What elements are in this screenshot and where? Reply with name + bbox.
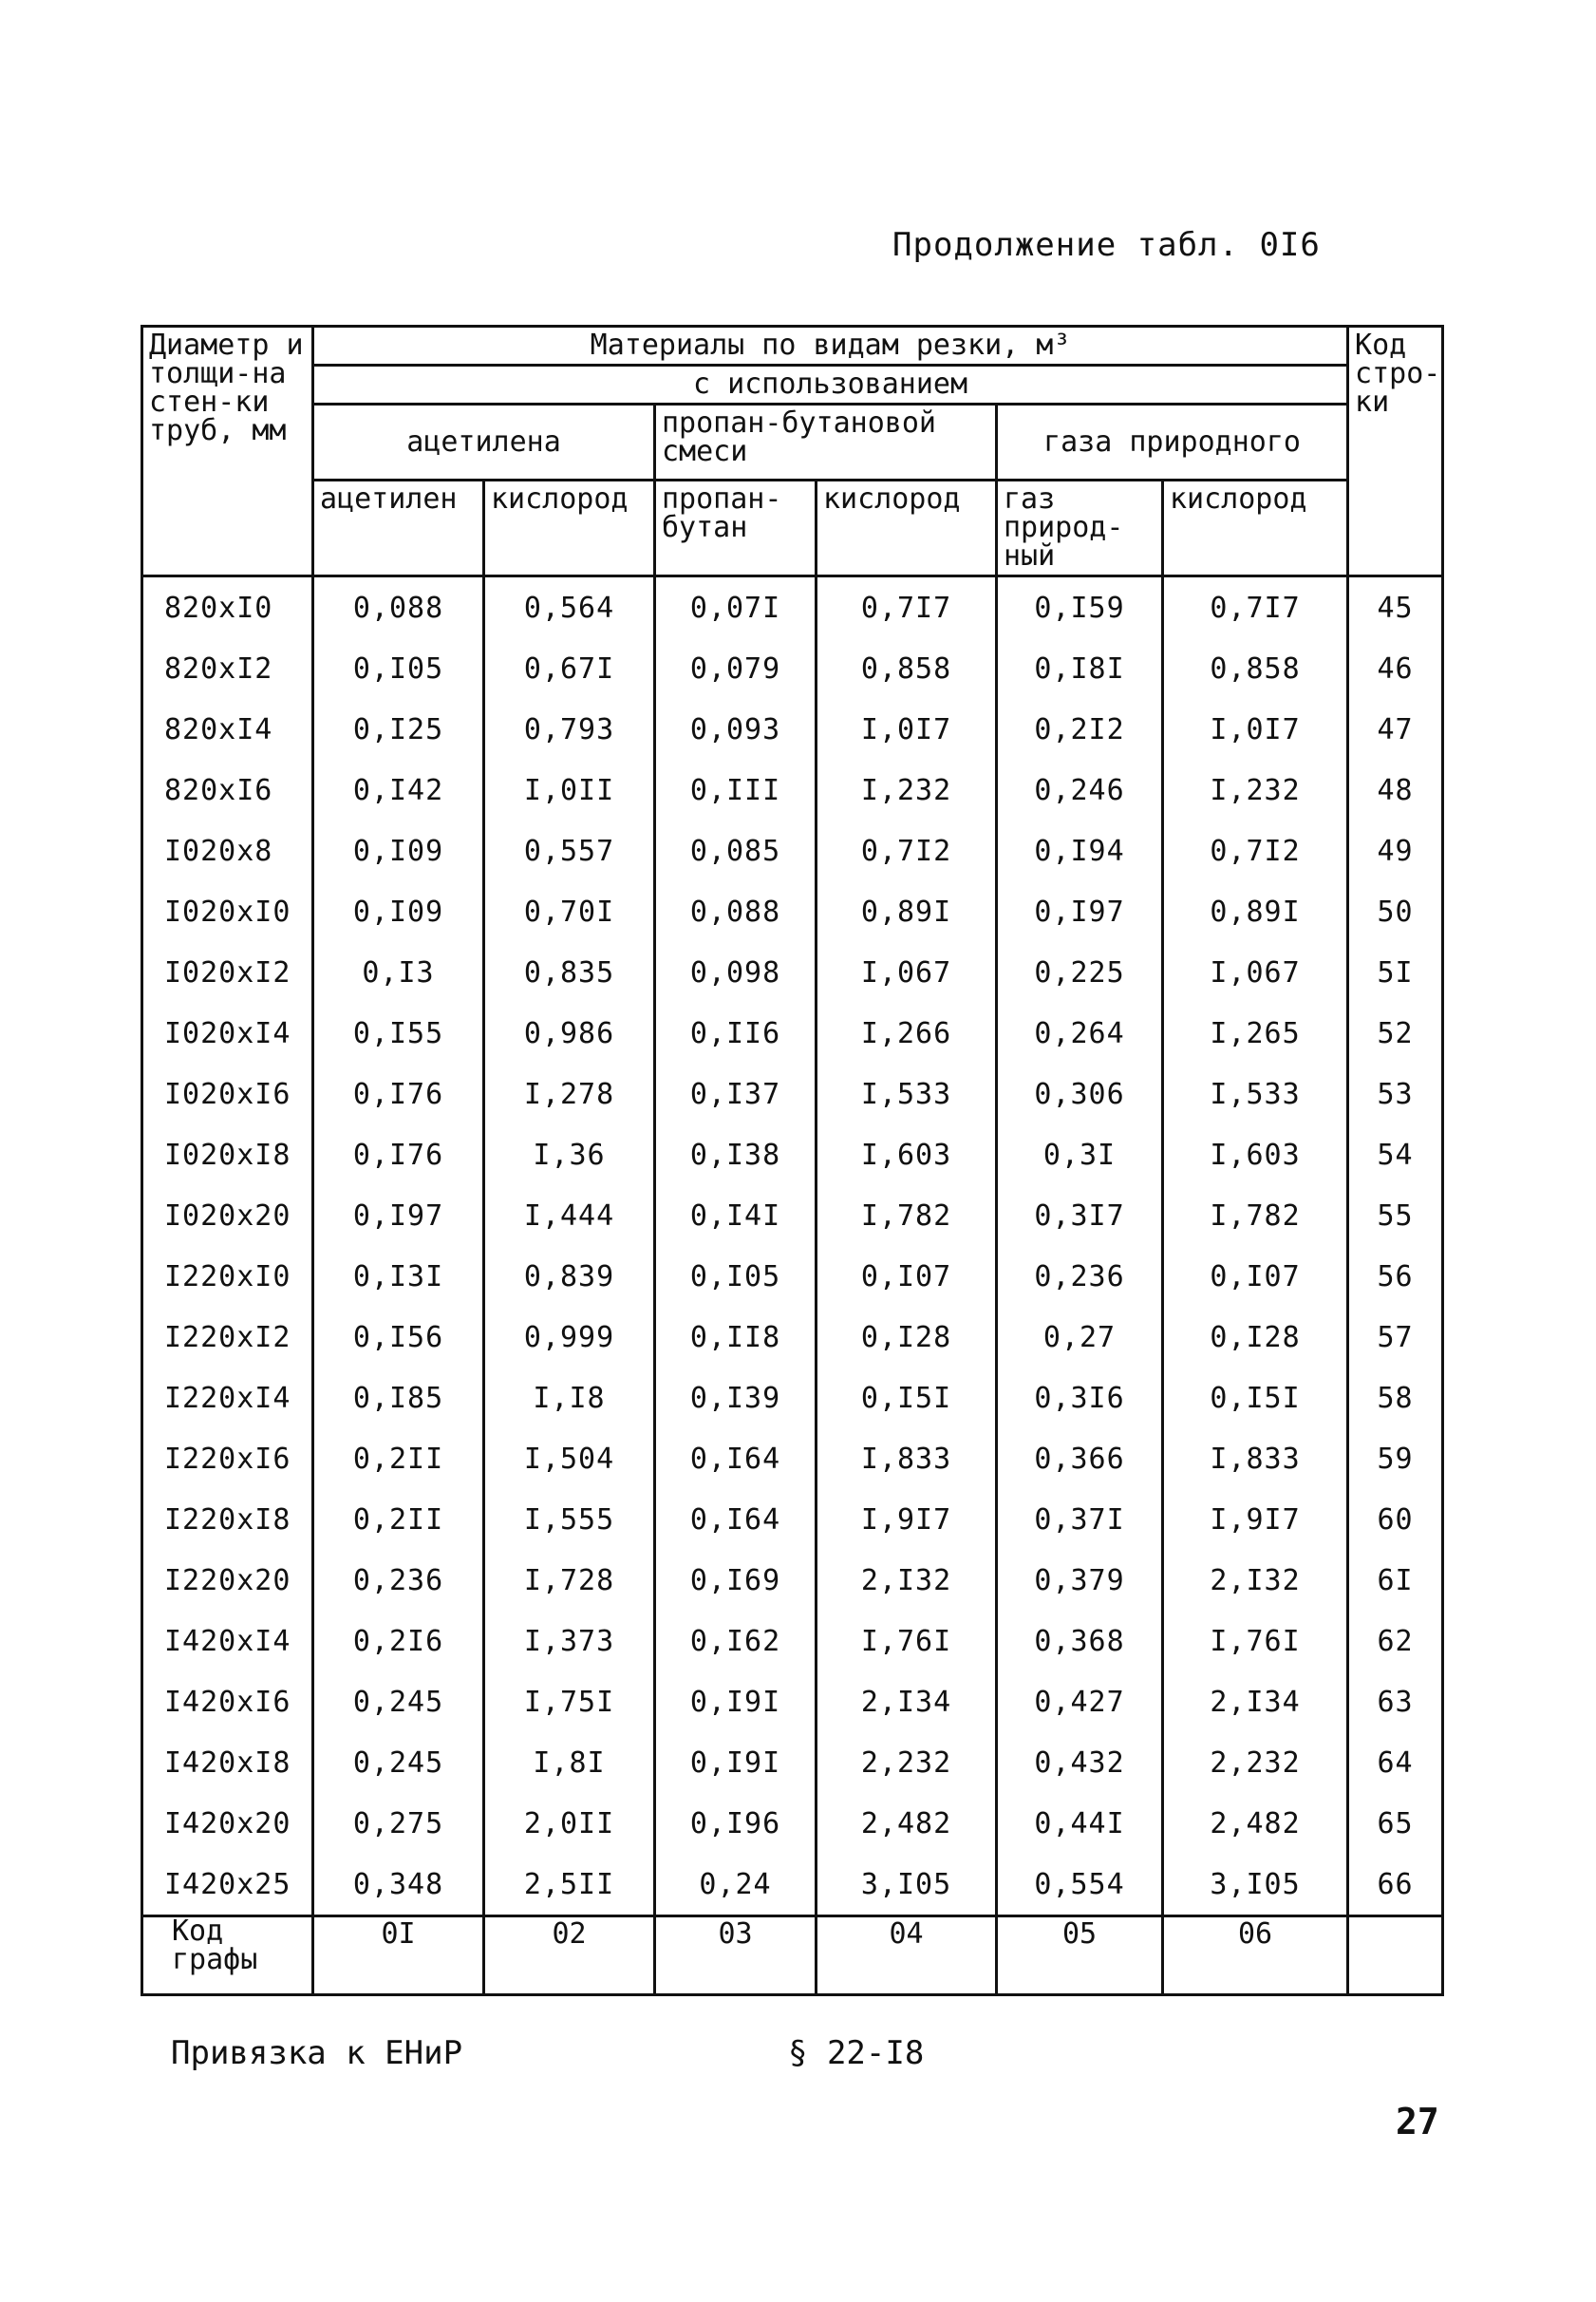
row-code-cell: 47 <box>1348 699 1443 760</box>
value-cell: 0,I09 <box>313 881 484 942</box>
table-row <box>142 699 1443 760</box>
row-code-cell: 52 <box>1348 1003 1443 1064</box>
value-cell: 0,275 <box>313 1793 484 1854</box>
value-cell: 0,I07 <box>817 1246 997 1307</box>
value-cell: 0,432 <box>997 1732 1163 1793</box>
value-cell: 0,245 <box>313 1732 484 1793</box>
value-cell: 0,I5I <box>817 1368 997 1428</box>
value-cell: 3,I05 <box>1163 1854 1348 1916</box>
value-cell: 0,III <box>655 760 817 821</box>
table-row <box>142 1368 1443 1428</box>
value-cell: 0,I39 <box>655 1368 817 1428</box>
value-cell: 0,II6 <box>655 1003 817 1064</box>
pipe-size-cell: I220xI2 <box>142 1307 313 1368</box>
pipe-size-cell: I020xI4 <box>142 1003 313 1064</box>
pipe-size-cell: 820xI0 <box>142 576 313 639</box>
row-code-cell: 46 <box>1348 638 1443 699</box>
value-cell: 0,I3 <box>313 942 484 1003</box>
value-cell: I,266 <box>817 1003 997 1064</box>
row-code-cell: 57 <box>1348 1307 1443 1368</box>
header-sub-6: кислород <box>1163 481 1348 576</box>
value-cell: I,75I <box>484 1671 655 1732</box>
header-diameter: Диаметр и толщи-на стен-ки труб, мм <box>142 327 313 576</box>
header-sub-3: пропан-бутан <box>655 481 817 576</box>
table-row <box>142 1489 1443 1550</box>
value-cell: 0,I38 <box>655 1124 817 1185</box>
materials-table <box>141 325 1444 1996</box>
value-cell: I,067 <box>817 942 997 1003</box>
row-code-cell: 54 <box>1348 1124 1443 1185</box>
value-cell: 0,II8 <box>655 1307 817 1368</box>
value-cell: 0,I59 <box>997 576 1163 639</box>
row-code-cell: 58 <box>1348 1368 1443 1428</box>
value-cell: I,232 <box>817 760 997 821</box>
value-cell: I,782 <box>1163 1185 1348 1246</box>
value-cell: I,603 <box>817 1124 997 1185</box>
value-cell: 0,07I <box>655 576 817 639</box>
value-cell: 0,I96 <box>655 1793 817 1854</box>
header-propane-group: пропан-бутановой смеси <box>655 405 997 481</box>
value-cell: I,232 <box>1163 760 1348 821</box>
pipe-size-cell: I420x20 <box>142 1793 313 1854</box>
value-cell: 0,67I <box>484 638 655 699</box>
column-code-cell: 03 <box>655 1916 817 1995</box>
value-cell: 0,085 <box>655 821 817 881</box>
pipe-size-cell: I420xI4 <box>142 1611 313 1671</box>
value-cell: 0,348 <box>313 1854 484 1916</box>
table-row <box>142 942 1443 1003</box>
column-code-cell: 06 <box>1163 1916 1348 1995</box>
table-row <box>142 1732 1443 1793</box>
value-cell: 2,I34 <box>1163 1671 1348 1732</box>
footer-row <box>142 1916 1443 1995</box>
page-number: 27 <box>1396 2101 1439 2142</box>
value-cell: 0,44I <box>997 1793 1163 1854</box>
value-cell: 2,I32 <box>1163 1550 1348 1611</box>
value-cell: 0,I25 <box>313 699 484 760</box>
value-cell: 0,088 <box>313 576 484 639</box>
value-cell: 0,89I <box>817 881 997 942</box>
value-cell: I,76I <box>1163 1611 1348 1671</box>
pipe-size-cell: I220xI6 <box>142 1428 313 1489</box>
table-row <box>142 1428 1443 1489</box>
table-row <box>142 1671 1443 1732</box>
value-cell: 0,7I2 <box>817 821 997 881</box>
value-cell: 0,236 <box>313 1550 484 1611</box>
table-row <box>142 1854 1443 1916</box>
pipe-size-cell: I420x25 <box>142 1854 313 1916</box>
value-cell: 0,89I <box>1163 881 1348 942</box>
value-cell: 0,I9I <box>655 1732 817 1793</box>
table-row <box>142 760 1443 821</box>
table-row <box>142 638 1443 699</box>
pipe-size-cell: I020xI8 <box>142 1124 313 1185</box>
value-cell: 2,0II <box>484 1793 655 1854</box>
value-cell: 0,I37 <box>655 1064 817 1124</box>
value-cell: 2,232 <box>817 1732 997 1793</box>
value-cell: 0,379 <box>997 1550 1163 1611</box>
pipe-size-cell: I020x20 <box>142 1185 313 1246</box>
column-code-cell: 05 <box>997 1916 1163 1995</box>
row-code-cell: 63 <box>1348 1671 1443 1732</box>
value-cell: 0,557 <box>484 821 655 881</box>
table-row <box>142 1246 1443 1307</box>
value-cell: 0,079 <box>655 638 817 699</box>
table-row <box>142 1185 1443 1246</box>
value-cell: 0,I69 <box>655 1550 817 1611</box>
header-sub-1: ацетилен <box>313 481 484 576</box>
header-row-code: Код стро-ки <box>1348 327 1443 576</box>
value-cell: I,373 <box>484 1611 655 1671</box>
value-cell: 0,093 <box>655 699 817 760</box>
header-gas-group: газа природного <box>997 405 1348 481</box>
table-row <box>142 1793 1443 1854</box>
pipe-size-cell: I220x20 <box>142 1550 313 1611</box>
row-code-cell: 64 <box>1348 1732 1443 1793</box>
value-cell: I,728 <box>484 1550 655 1611</box>
row-code-cell: 49 <box>1348 821 1443 881</box>
table-row <box>142 1550 1443 1611</box>
value-cell: 0,839 <box>484 1246 655 1307</box>
value-cell: 2,5II <box>484 1854 655 1916</box>
value-cell: 0,427 <box>997 1671 1163 1732</box>
value-cell: 0,2II <box>313 1489 484 1550</box>
table-row <box>142 1003 1443 1064</box>
row-code-cell: 66 <box>1348 1854 1443 1916</box>
value-cell: 0,I62 <box>655 1611 817 1671</box>
value-cell: 0,236 <box>997 1246 1163 1307</box>
pipe-size-cell: 820xI2 <box>142 638 313 699</box>
value-cell: I,8I <box>484 1732 655 1793</box>
value-cell: 0,986 <box>484 1003 655 1064</box>
value-cell: 0,I97 <box>313 1185 484 1246</box>
footer-label: Код графы <box>142 1916 313 1995</box>
row-code-cell: 55 <box>1348 1185 1443 1246</box>
value-cell: 2,232 <box>1163 1732 1348 1793</box>
row-code-cell: 56 <box>1348 1246 1443 1307</box>
row-code-cell: 5I <box>1348 942 1443 1003</box>
value-cell: 0,366 <box>997 1428 1163 1489</box>
row-code-cell: 45 <box>1348 576 1443 639</box>
value-cell: 0,835 <box>484 942 655 1003</box>
row-code-cell: 62 <box>1348 1611 1443 1671</box>
value-cell: I,9I7 <box>1163 1489 1348 1550</box>
header-sub-2: кислород <box>484 481 655 576</box>
value-cell: 0,7I7 <box>817 576 997 639</box>
table-row <box>142 821 1443 881</box>
value-cell: 0,793 <box>484 699 655 760</box>
value-cell: 0,264 <box>997 1003 1163 1064</box>
pipe-size-cell: 820xI6 <box>142 760 313 821</box>
binding-label: Привязка к ЕНиР <box>171 2034 463 2072</box>
value-cell: 0,I5I <box>1163 1368 1348 1428</box>
value-cell: 0,I76 <box>313 1064 484 1124</box>
value-cell: 0,I4I <box>655 1185 817 1246</box>
value-cell: 0,368 <box>997 1611 1163 1671</box>
value-cell: 0,I94 <box>997 821 1163 881</box>
value-cell: 2,I34 <box>817 1671 997 1732</box>
table-row <box>142 576 1443 639</box>
pipe-size-cell: 820xI4 <box>142 699 313 760</box>
value-cell: I,278 <box>484 1064 655 1124</box>
value-cell: 0,I64 <box>655 1428 817 1489</box>
row-code-cell: 59 <box>1348 1428 1443 1489</box>
column-code-cell: 02 <box>484 1916 655 1995</box>
value-cell: I,76I <box>817 1611 997 1671</box>
header-materials: Материалы по видам резки, м³ <box>313 327 1348 366</box>
row-code-cell: 50 <box>1348 881 1443 942</box>
value-cell: 0,70I <box>484 881 655 942</box>
column-code-cell: 0I <box>313 1916 484 1995</box>
value-cell: I,0II <box>484 760 655 821</box>
value-cell: 0,999 <box>484 1307 655 1368</box>
value-cell: 0,2I6 <box>313 1611 484 1671</box>
value-cell: 0,858 <box>1163 638 1348 699</box>
value-cell: 2,482 <box>1163 1793 1348 1854</box>
header-sub-5: газ природ-ный <box>997 481 1163 576</box>
value-cell: I,833 <box>1163 1428 1348 1489</box>
pipe-size-cell: I020x8 <box>142 821 313 881</box>
value-cell: I,I8 <box>484 1368 655 1428</box>
value-cell: 0,2II <box>313 1428 484 1489</box>
row-code-cell: 65 <box>1348 1793 1443 1854</box>
pipe-size-cell: I220xI0 <box>142 1246 313 1307</box>
value-cell: I,067 <box>1163 942 1348 1003</box>
pipe-size-cell: I420xI6 <box>142 1671 313 1732</box>
row-code-cell: 6I <box>1348 1550 1443 1611</box>
value-cell: I,0I7 <box>817 699 997 760</box>
value-cell: 0,245 <box>313 1671 484 1732</box>
value-cell: I,504 <box>484 1428 655 1489</box>
value-cell: 0,I09 <box>313 821 484 881</box>
value-cell: 0,564 <box>484 576 655 639</box>
value-cell: 3,I05 <box>817 1854 997 1916</box>
value-cell: 0,I07 <box>1163 1246 1348 1307</box>
table-row <box>142 1307 1443 1368</box>
value-cell: 0,088 <box>655 881 817 942</box>
value-cell: I,36 <box>484 1124 655 1185</box>
value-cell: I,0I7 <box>1163 699 1348 760</box>
value-cell: 0,I05 <box>655 1246 817 1307</box>
value-cell: 0,I05 <box>313 638 484 699</box>
value-cell: I,533 <box>1163 1064 1348 1124</box>
value-cell: I,833 <box>817 1428 997 1489</box>
row-code-cell: 48 <box>1348 760 1443 821</box>
pipe-size-cell: I020xI6 <box>142 1064 313 1124</box>
value-cell: 0,I8I <box>997 638 1163 699</box>
value-cell: 2,482 <box>817 1793 997 1854</box>
table-row <box>142 1064 1443 1124</box>
value-cell: I,265 <box>1163 1003 1348 1064</box>
value-cell: 0,3I7 <box>997 1185 1163 1246</box>
pipe-size-cell: I020xI2 <box>142 942 313 1003</box>
value-cell: I,533 <box>817 1064 997 1124</box>
table-row <box>142 1124 1443 1185</box>
value-cell: I,555 <box>484 1489 655 1550</box>
value-cell: I,603 <box>1163 1124 1348 1185</box>
value-cell: I,9I7 <box>817 1489 997 1550</box>
value-cell: 0,3I6 <box>997 1368 1163 1428</box>
value-cell: 0,27 <box>997 1307 1163 1368</box>
value-cell: 0,7I7 <box>1163 576 1348 639</box>
pipe-size-cell: I020xI0 <box>142 881 313 942</box>
pipe-size-cell: I220xI4 <box>142 1368 313 1428</box>
value-cell: 0,554 <box>997 1854 1163 1916</box>
table-caption: Продолжение табл. 0I6 <box>892 226 1321 264</box>
row-code-cell: 60 <box>1348 1489 1443 1550</box>
footer-empty-cell <box>1348 1916 1443 1995</box>
value-cell: 0,I76 <box>313 1124 484 1185</box>
value-cell: 0,I85 <box>313 1368 484 1428</box>
table-row <box>142 881 1443 942</box>
pipe-size-cell: I420xI8 <box>142 1732 313 1793</box>
value-cell: 0,I55 <box>313 1003 484 1064</box>
value-cell: 0,246 <box>997 760 1163 821</box>
value-cell: 0,306 <box>997 1064 1163 1124</box>
value-cell: 0,3I <box>997 1124 1163 1185</box>
value-cell: 0,I28 <box>817 1307 997 1368</box>
value-cell: 0,I97 <box>997 881 1163 942</box>
value-cell: 0,24 <box>655 1854 817 1916</box>
column-code-cell: 04 <box>817 1916 997 1995</box>
value-cell: 0,I28 <box>1163 1307 1348 1368</box>
header-sub-4: кислород <box>817 481 997 576</box>
pipe-size-cell: I220xI8 <box>142 1489 313 1550</box>
value-cell: I,444 <box>484 1185 655 1246</box>
value-cell: 0,2I2 <box>997 699 1163 760</box>
row-code-cell: 53 <box>1348 1064 1443 1124</box>
value-cell: 0,098 <box>655 942 817 1003</box>
binding-reference: § 22-I8 <box>788 2034 925 2072</box>
value-cell: 0,858 <box>817 638 997 699</box>
value-cell: 2,I32 <box>817 1550 997 1611</box>
value-cell: I,782 <box>817 1185 997 1246</box>
value-cell: 0,7I2 <box>1163 821 1348 881</box>
value-cell: 0,I9I <box>655 1671 817 1732</box>
header-using: с использованием <box>313 366 1348 405</box>
table-row <box>142 1611 1443 1671</box>
value-cell: 0,37I <box>997 1489 1163 1550</box>
value-cell: 0,225 <box>997 942 1163 1003</box>
value-cell: 0,I42 <box>313 760 484 821</box>
value-cell: 0,I56 <box>313 1307 484 1368</box>
value-cell: 0,I64 <box>655 1489 817 1550</box>
header-acetylene-group: ацетилена <box>313 405 655 481</box>
value-cell: 0,I3I <box>313 1246 484 1307</box>
